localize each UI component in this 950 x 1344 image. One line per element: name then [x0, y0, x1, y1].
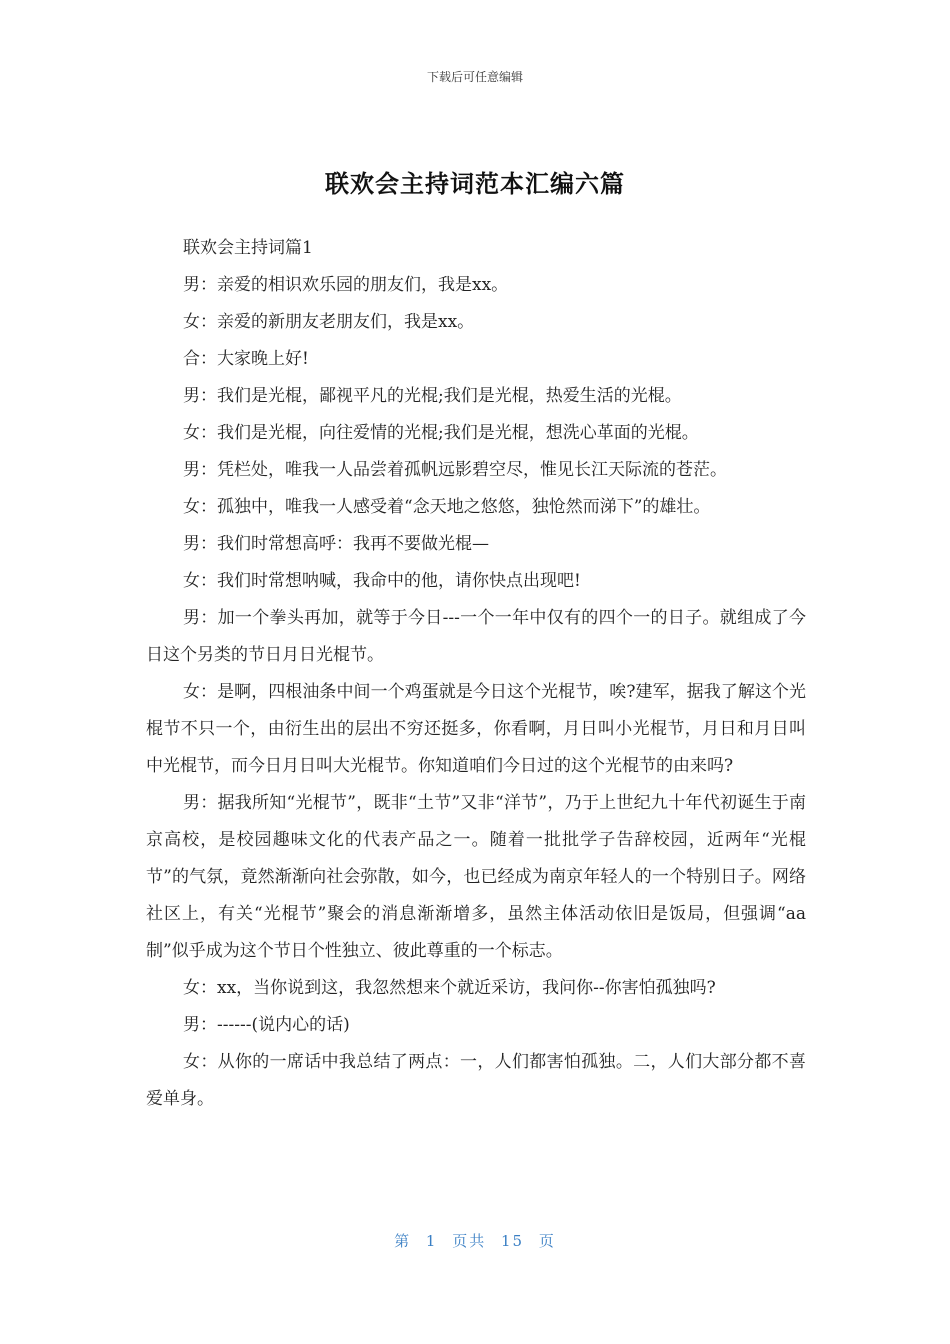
section-heading: 联欢会主持词篇1: [183, 238, 313, 258]
document-body: [146, 230, 806, 1118]
dialogue-line: 男：凭栏处，唯我一人品尝着孤帆远影碧空尽，惟见长江天际流的苍茫。: [183, 460, 727, 480]
dialogue-line: 女：亲爱的新朋友老朋友们，我是xx。: [183, 312, 475, 332]
dialogue-line: 男：加一个拳头再加，就等于今日---一个一年中仅有的四个一的日子。就组成了今日这个另类的节日月日光棍节。: [146, 608, 806, 665]
dialogue-line: 男：------(说内心的话): [183, 1015, 350, 1035]
dialogue-line: 男：据我所知“光棍节”，既非“土节”又非“洋节”，乃于上世纪九十年代初诞生于南京高校，是校园趣味文化的代表产品之一。随着一批批学子告辞校园，近两年“光棍节”的气氛，竟然渐渐向社会弥散，如今，也已经成为南京年轻人的一个特别日子。网络社区上，有关“光棍节”聚会的消息渐渐增多，虽然主体活动依旧是饭局，但强调“aa制”似乎成为这个节日个性独立、彼此尊重的一个标志。: [146, 793, 806, 961]
page-number-footer: 第 1 页共 15 页: [394, 1232, 556, 1250]
dialogue-line: 女：我们是光棍，向往爱情的光棍;我们是光棍，想洗心革面的光棍。: [183, 423, 699, 443]
document-title: 联欢会主持词范本汇编六篇: [325, 170, 625, 199]
dialogue-line: 女：xx，当你说到这，我忽然想来个就近采访，我问你--你害怕孤独吗?: [183, 978, 716, 998]
dialogue-line: 合：大家晚上好!: [183, 349, 309, 369]
dialogue-line: 女：是啊，四根油条中间一个鸡蛋就是今日这个光棍节，唉?建军，据我了解这个光棍节不只一个，由衍生出的层出不穷还挺多，你看啊，月日叫小光棍节，月日和月日叫中光棍节，而今日月日叫大光棍节。你知道咱们今日过的这个光棍节的由来吗?: [146, 682, 806, 776]
dialogue-line: 女：孤独中，唯我一人感受着“念天地之悠悠，独怆然而涕下”的雄壮。: [183, 497, 711, 517]
dialogue-line: 女：从你的一席话中我总结了两点：一，人们都害怕孤独。二，人们大部分都不喜爱单身。: [146, 1052, 806, 1109]
dialogue-line: 男：我们是光棍，鄙视平凡的光棍;我们是光棍，热爱生活的光棍。: [183, 386, 682, 406]
dialogue-line: 女：我们时常想呐喊，我命中的他，请你快点出现吧!: [183, 571, 581, 591]
dialogue-line: 男：我们时常想高呼：我再不要做光棍—: [183, 534, 489, 554]
page-header-note: 下载后可任意编辑: [426, 70, 523, 84]
dialogue-line: 男：亲爱的相识欢乐园的朋友们，我是xx。: [183, 275, 509, 295]
